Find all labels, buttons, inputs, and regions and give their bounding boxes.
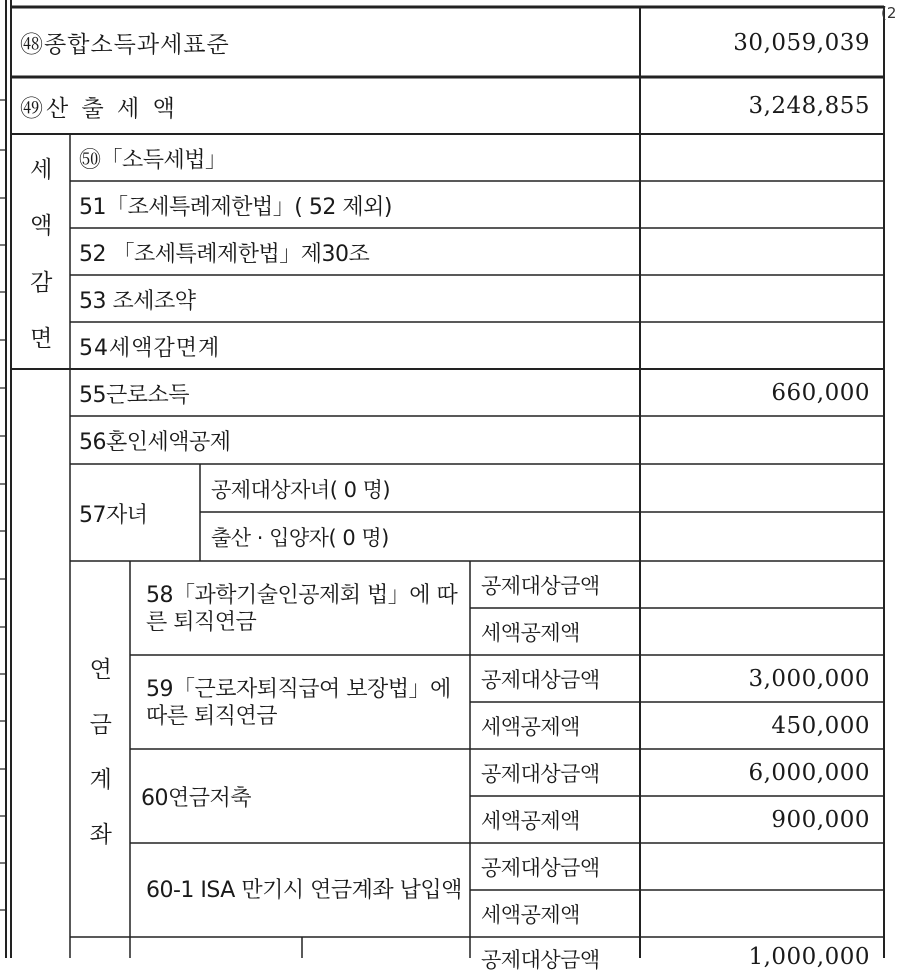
pension-side-char: 금 (89, 712, 112, 738)
row-49-label: ㊾산 출 세 액 (20, 95, 178, 122)
row-54-label: 54세액감면계 (79, 335, 221, 361)
row-48-amount: 30,059,039 (733, 29, 870, 56)
pension-side-label (71, 640, 130, 860)
row-48-label: ㊽종합소득과세표준 (20, 32, 230, 58)
row-57-children-amount (641, 465, 884, 512)
row-59-base-amount: 3,000,000 (748, 666, 870, 692)
row-58-label: 58「과학기술인공제회 법」에 따른 퇴직연금 (146, 582, 458, 635)
reduction-side-char: 면 (30, 326, 52, 353)
row-60-credit-label: 세액공제액 (481, 809, 580, 833)
pension-side-char: 계 (89, 767, 112, 793)
row-49-amount: 3,248,855 (748, 93, 870, 119)
partial-row-label: 공제대상금액 (481, 948, 600, 972)
row-60-1-label: 60-1 ISA 만기시 연금계좌 납입액 (146, 878, 462, 903)
row-50-label: ㊿「소득세법」 (79, 147, 227, 173)
row-55-label: 55근로소득 (79, 382, 190, 408)
row-57-birth-label: 출산 · 입양자( 0 명) (211, 526, 389, 550)
row-52-amount (641, 229, 884, 275)
row-60-1-credit-label: 세액공제액 (481, 903, 580, 927)
row-53-label: 53 조세조약 (79, 288, 196, 314)
row-58-credit-label: 세액공제액 (481, 621, 580, 645)
row-58-credit-amount (641, 609, 884, 655)
row-57-label: 57자녀 (79, 502, 148, 528)
row-58-base-amount (641, 562, 884, 608)
row-59-credit-amount: 450,000 (771, 713, 870, 739)
reduction-side-label (12, 135, 70, 369)
row-51-label: 51「조세특례제한법」( 52 제외) (79, 194, 392, 220)
row-50-amount (641, 135, 884, 181)
partial-row-amount: 1,000,000 (748, 944, 870, 970)
row-56-amount (641, 417, 884, 464)
row-55-amount: 660,000 (771, 380, 870, 406)
row-53-amount (641, 276, 884, 322)
pension-side-char: 연 (89, 657, 112, 683)
row-60-1-credit-amount (641, 891, 884, 937)
row-59-label: 59「근로자퇴직급여 보장법」에 따른 퇴직연금 (146, 676, 451, 729)
row-56-label: 56혼인세액공제 (79, 430, 231, 455)
row-57-children-label: 공제대상자녀( 0 명) (211, 477, 391, 502)
reduction-side-char: 감 (30, 269, 52, 296)
corner-mark: (2 (881, 4, 897, 22)
row-60-label: 60연금저축 (141, 786, 252, 811)
row-60-base-amount: 6,000,000 (748, 760, 870, 786)
row-60-1-base-label: 공제대상금액 (481, 856, 600, 880)
pension-side-char: 좌 (89, 822, 112, 848)
row-60-1-base-amount (641, 844, 884, 890)
row-59-base-label: 공제대상금액 (481, 668, 600, 692)
reduction-side-char: 세 (30, 156, 52, 183)
reduction-side-char: 액 (30, 213, 52, 240)
row-52-label: 52 「조세특례제한법」제30조 (79, 241, 370, 267)
row-51-amount (641, 182, 884, 228)
row-54-amount (641, 323, 884, 369)
row-60-base-label: 공제대상금액 (481, 762, 600, 786)
row-58-base-label: 공제대상금액 (481, 574, 600, 598)
row-60-credit-amount: 900,000 (771, 807, 870, 833)
row-57-birth-amount (641, 513, 884, 561)
row-59-credit-label: 세액공제액 (481, 715, 580, 739)
